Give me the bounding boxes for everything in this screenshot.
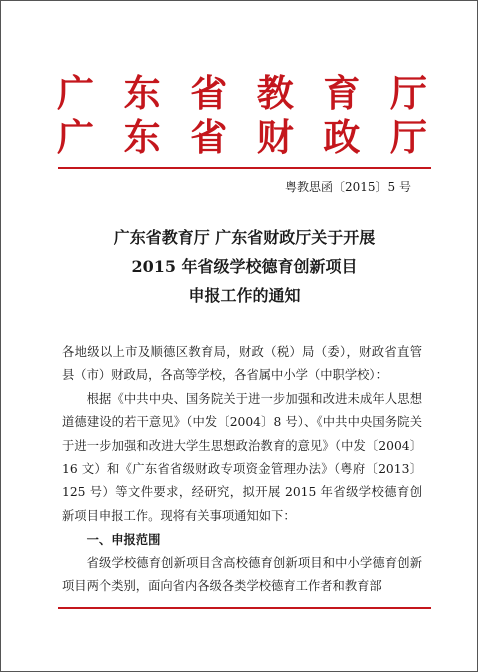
section-heading: 一、申报范围 bbox=[86, 532, 161, 548]
header-char: 省 bbox=[190, 71, 228, 115]
header-char: 厅 bbox=[389, 115, 427, 159]
document-number: 粤教思函〔2015〕5 号 bbox=[285, 180, 411, 194]
body-paragraph: 根据《中共中央、国务院关于进一步加强和改进未成年人思想道德建设的若干意见》（中发〔2004〕8 号）、《中共中央国务院关于进一步加强和改进大学生思想政治教育的意见》（中发〔2004〕16 文）和《广东省省级财政专项资金管理办法》（粤府〔2013〕125 号）等文件要求，经研究，拟开展 2015 年省级学校德育创新项目申报工作。现将有关事项通知如下： bbox=[62, 391, 422, 523]
header-char: 广 bbox=[57, 71, 94, 115]
document-title-line-1: 广东省教育厅 广东省财政厅关于开展 bbox=[113, 228, 376, 247]
document-title-line-3: 申报工作的通知 bbox=[188, 286, 301, 305]
header-department-finance bbox=[57, 117, 427, 157]
header-char: 省 bbox=[190, 115, 228, 159]
header-char: 教 bbox=[256, 71, 294, 115]
header-char: 育 bbox=[323, 71, 361, 115]
header-char: 东 bbox=[123, 115, 161, 159]
header-char: 政 bbox=[323, 115, 361, 159]
document-title-line-2: 2015 年省级学校德育创新项目 bbox=[131, 257, 358, 276]
body-paragraph: 省级学校德育创新项目含高校德育创新项目和中小学德育创新项目两个类别，面向省内各级各类学校德育工作者和教育部 bbox=[62, 555, 422, 594]
recipients-paragraph: 各地级以上市及顺德区教育局，财政（税）局（委），财政省直管县（市）财政局，各高等学校，各省属中小学（中职学校）： bbox=[62, 345, 422, 383]
header-char: 厅 bbox=[389, 71, 427, 115]
red-divider-bottom bbox=[58, 607, 431, 609]
header-char: 东 bbox=[123, 71, 161, 115]
header-char: 财 bbox=[256, 115, 294, 159]
document-body bbox=[62, 341, 422, 598]
header-department-education bbox=[57, 73, 427, 113]
header-char: 广 bbox=[57, 115, 94, 159]
red-divider-top bbox=[58, 167, 431, 169]
